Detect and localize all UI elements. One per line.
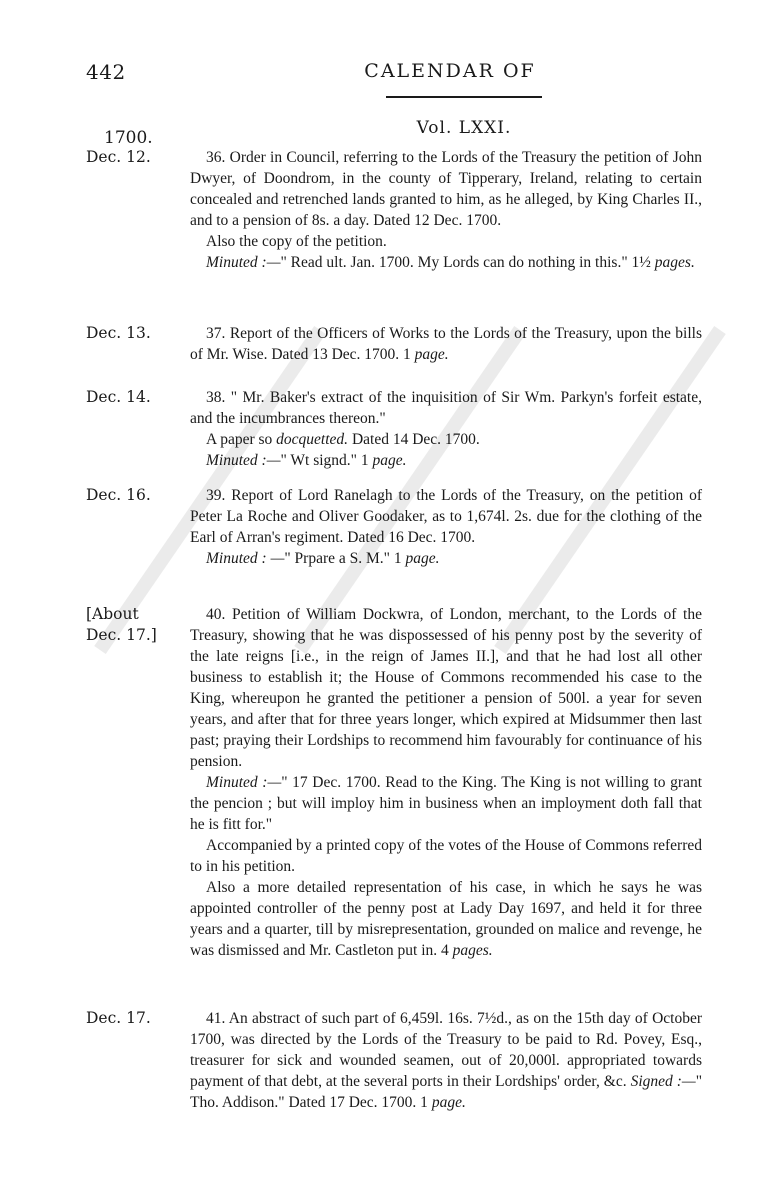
minuted-label: Minuted :— bbox=[206, 254, 281, 271]
entry-date: Dec. 16. bbox=[86, 486, 151, 504]
minuted-text: " 17 Dec. 1700. Read to the King. The King is not willing to grant the pencion ; but will imploy him in business when an imployment doth fall that he is fitt for." bbox=[190, 774, 703, 833]
entry-body bbox=[190, 147, 702, 273]
page-count: page. bbox=[405, 550, 440, 567]
entry-body bbox=[190, 323, 702, 365]
entry-date: Dec. 17. bbox=[86, 1009, 151, 1027]
entry-paragraph: Accompanied by a printed copy of the votes of the House of Commons referred to in his petition. bbox=[190, 837, 702, 875]
entry-text: 41. An abstract of such part of 6,459l. 16s. 7½d., as on the 15th day of October 1700, was directed by the Lords of the Treasury to be paid to Rd. Povey, Esq., treasurer for sick and wounded seamen, out of 20,000l. appropriated towards payment of that debt, at the several ports in their Lordships' order, &c. bbox=[190, 1010, 702, 1090]
minuted-text: " Read ult. Jan. 1700. My Lords can do nothing in this." 1½ bbox=[280, 254, 651, 271]
docquet-text: A paper so bbox=[206, 431, 273, 448]
page-count: page. bbox=[431, 1094, 466, 1111]
entry-body bbox=[190, 485, 702, 569]
entry-paragraph: 36. Order in Council, referring to the Lords of the Treasury the petition of John Dwyer, of Doondrom, in the county of Tipperary, Ireland, relating to certain concealed and retrenched lands granted to him, as he alleged, by King Charles II., and to a pension of 8s. a day. Dated 12 Dec. 1700. bbox=[190, 149, 702, 229]
entry-text: Also a more detailed representation of his case, in which he says he was appointed controller of the penny post at Lady Day 1697, and held it for three years and a quarter, till by misrepresentation, grounded on malice and revenge, he was dismissed and Mr. Castleton put in. 4 bbox=[190, 879, 702, 959]
page-count: page. bbox=[414, 346, 449, 363]
entry-date: Dec. 14. bbox=[86, 388, 151, 406]
year-label: 1700. bbox=[104, 128, 153, 148]
minuted-label: Minuted :— bbox=[206, 774, 282, 791]
entry-paragraph: Also the copy of the petition. bbox=[206, 233, 387, 250]
entry-paragraph: 39. Report of Lord Ranelagh to the Lords of the Treasury, on the petition of Peter La Roche and Oliver Goodaker, as to 1,674l. 2s. due for the clothing of the Earl of Arran's regiment. Dated 16 Dec. 1700. bbox=[190, 487, 702, 546]
entry-paragraph: 38. " Mr. Baker's extract of the inquisition of Sir Wm. Parkyn's forfeit estate, and the incumbrances thereon." bbox=[190, 389, 702, 427]
entry-paragraph bbox=[190, 877, 702, 961]
entry-date: [About Dec. 17.] bbox=[86, 605, 157, 644]
minuted-text: " Prpare a S. M." 1 bbox=[284, 550, 402, 567]
entry-docquet bbox=[190, 429, 702, 450]
entry-body bbox=[190, 604, 702, 961]
entry-minute bbox=[190, 548, 702, 569]
volume-heading: Vol. LXXI. bbox=[416, 118, 512, 138]
signed-label: Signed :— bbox=[630, 1073, 696, 1090]
page-count: pages. bbox=[654, 254, 695, 271]
page-count: pages. bbox=[452, 942, 493, 959]
page-number: 442 bbox=[86, 60, 126, 84]
entry-minute bbox=[190, 450, 702, 471]
entry-minute bbox=[190, 252, 702, 273]
minuted-label: Minuted : — bbox=[206, 550, 285, 567]
entry-minute bbox=[190, 772, 702, 835]
signed-text: " Tho. Addison." Dated 17 Dec. 1700. 1 bbox=[190, 1073, 703, 1111]
docquet-date: Dated 14 Dec. 1700. bbox=[351, 431, 480, 448]
page-count: page. bbox=[372, 452, 407, 469]
entry-paragraph: 40. Petition of William Dockwra, of London, merchant, to the Lords of the Treasury, showing that he was dispossessed of his penny post by the severity of the late reigns [i.e., in the reign of James II.], and that he had lost all other business to establish it; the House of Commons recommended his case to the King, whereupon he granted the petitioner a pension of 500l. a year for seven years, and after that for three years longer, which expired at Midsummer then last past; praying their Lordships to recommend him favourably for continuance of his pension. bbox=[190, 606, 702, 770]
entry-date: Dec. 12. bbox=[86, 148, 151, 166]
minuted-text: " Wt signd." 1 bbox=[280, 452, 369, 469]
entry-body bbox=[190, 387, 702, 471]
running-head: CALENDAR OF bbox=[364, 60, 536, 82]
entry-date: Dec. 13. bbox=[86, 324, 151, 342]
entry-paragraph bbox=[190, 1008, 702, 1113]
entry-paragraph bbox=[190, 323, 702, 365]
header-rule bbox=[386, 96, 542, 98]
entry-text: 37. Report of the Officers of Works to the Lords of the Treasury, upon the bills of Mr. Wise. Dated 13 Dec. 1700. 1 bbox=[190, 325, 702, 363]
minuted-label: Minuted :— bbox=[206, 452, 281, 469]
docquet-word: docquetted. bbox=[276, 431, 349, 448]
entry-body bbox=[190, 1008, 702, 1113]
